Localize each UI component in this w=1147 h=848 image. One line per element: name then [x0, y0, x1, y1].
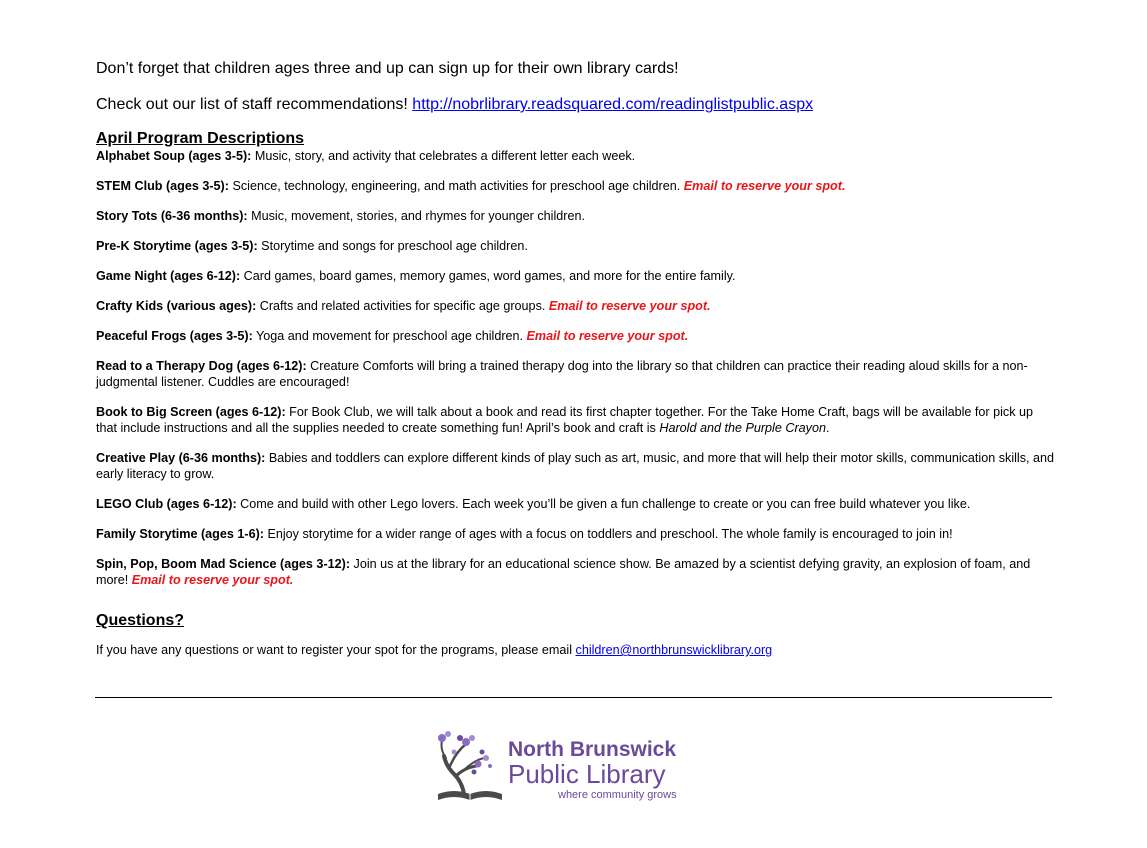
- program-list: [96, 148, 1056, 588]
- program-name: Alphabet Soup (ages 3-5):: [96, 149, 252, 163]
- logo-name-line2: Public Library: [508, 759, 666, 789]
- questions-title: Questions?: [96, 612, 185, 629]
- programs-title: April Program Descriptions: [96, 130, 305, 147]
- book-title: Harold and the Purple Crayon: [659, 421, 826, 435]
- program-item: [96, 358, 1056, 390]
- program-name: Read to a Therapy Dog (ages 6-12):: [96, 359, 307, 373]
- program-desc-end: .: [825, 421, 830, 435]
- program-name: LEGO Club (ages 6-12):: [96, 497, 237, 511]
- reserve-note: Email to reserve your spot.: [526, 329, 689, 343]
- program-name: Spin, Pop, Boom Mad Science (ages 3-12):: [96, 557, 351, 571]
- program-item: [96, 496, 1056, 512]
- contact-text: If you have any questions or want to register your spot for the programs, please email: [96, 643, 576, 657]
- reading-list-link[interactable]: http://nobrlibrary.readsquared.com/readinglistpublic.aspx: [412, 96, 814, 113]
- program-name: Crafty Kids (various ages):: [96, 299, 257, 313]
- program-item: [96, 178, 1056, 194]
- footer-divider: [95, 697, 1052, 698]
- contact-email-link[interactable]: children@northbrunswicklibrary.org: [575, 643, 773, 657]
- staff-recommendations-text: Check out our list of staff recommendations!: [96, 96, 413, 113]
- program-name: STEM Club (ages 3-5):: [96, 179, 229, 193]
- program-desc: Music, movement, stories, and rhymes for younger children.: [247, 209, 585, 223]
- program-name: Creative Play (6-36 months):: [96, 451, 266, 465]
- reserve-note: Email to reserve your spot.: [548, 299, 711, 313]
- program-item: [96, 238, 1056, 254]
- tree-book-icon: [434, 728, 506, 804]
- program-item: [96, 148, 1056, 164]
- logo-name-line1: North Brunswick: [508, 738, 677, 761]
- program-desc: Yoga and movement for preschool age children.: [252, 329, 527, 343]
- program-desc: Enjoy storytime for a wider range of ages with a focus on toddlers and preschool. The whole family is encouraged to join in!: [263, 527, 953, 541]
- program-name: Peaceful Frogs (ages 3-5):: [96, 329, 253, 343]
- program-desc: Come and build with other Lego lovers. Each week you’ll be given a fun challenge to create or you can free build whatever you like.: [236, 497, 971, 511]
- program-name: Pre-K Storytime (ages 3-5):: [96, 239, 258, 253]
- program-item: [96, 526, 1056, 542]
- library-cards-text: Don’t forget that children ages three and up can sign up for their own library cards!: [96, 60, 679, 77]
- program-desc: Crafts and related activities for specific age groups.: [256, 299, 549, 313]
- program-item: [96, 208, 1056, 224]
- library-logo: [434, 728, 714, 804]
- program-desc: Babies and toddlers can explore different kinds of play such as art, music, and more that will help their motor skills, communication skills, and early literacy to grow.: [96, 451, 1055, 481]
- reserve-note: Email to reserve your spot.: [131, 573, 294, 587]
- program-item: [96, 556, 1056, 588]
- program-name: Game Night (ages 6-12):: [96, 269, 241, 283]
- program-desc: Creature Comforts will bring a trained therapy dog into the library so that children can practice their reading aloud skills for a non-judgmental listener. Cuddles are encouraged!: [96, 359, 1028, 389]
- library-cards-note: [96, 58, 1056, 80]
- logo-tagline: where community grows: [558, 789, 677, 801]
- program-name: Book to Big Screen (ages 6-12):: [96, 405, 286, 419]
- program-item: [96, 404, 1056, 436]
- program-desc: Join us at the library for an educational science show. Be amazed by a scientist defying gravity, an explosion of foam, and more!: [96, 557, 1031, 587]
- contact-note: [96, 642, 1056, 658]
- program-desc: For Book Club, we will talk about a book and read its first chapter together. For the Take Home Craft, bags will be available for pick up that include instructions and all the supplies needed to create something fun! April’s book and craft is: [96, 405, 1034, 435]
- program-desc: Card games, board games, memory games, word games, and more for the entire family.: [240, 269, 736, 283]
- staff-recommendations-note: [96, 94, 1056, 116]
- program-desc: Science, technology, engineering, and math activities for preschool age children.: [228, 179, 684, 193]
- program-desc: Music, story, and activity that celebrates a different letter each week.: [251, 149, 636, 163]
- program-name: Family Storytime (ages 1-6):: [96, 527, 264, 541]
- flyer-page: [96, 58, 1056, 658]
- reserve-note: Email to reserve your spot.: [683, 179, 846, 193]
- program-item: [96, 298, 1056, 314]
- program-desc: Storytime and songs for preschool age children.: [257, 239, 528, 253]
- program-item: [96, 328, 1056, 344]
- program-name: Story Tots (6-36 months):: [96, 209, 248, 223]
- program-item: [96, 450, 1056, 482]
- program-item: [96, 268, 1056, 284]
